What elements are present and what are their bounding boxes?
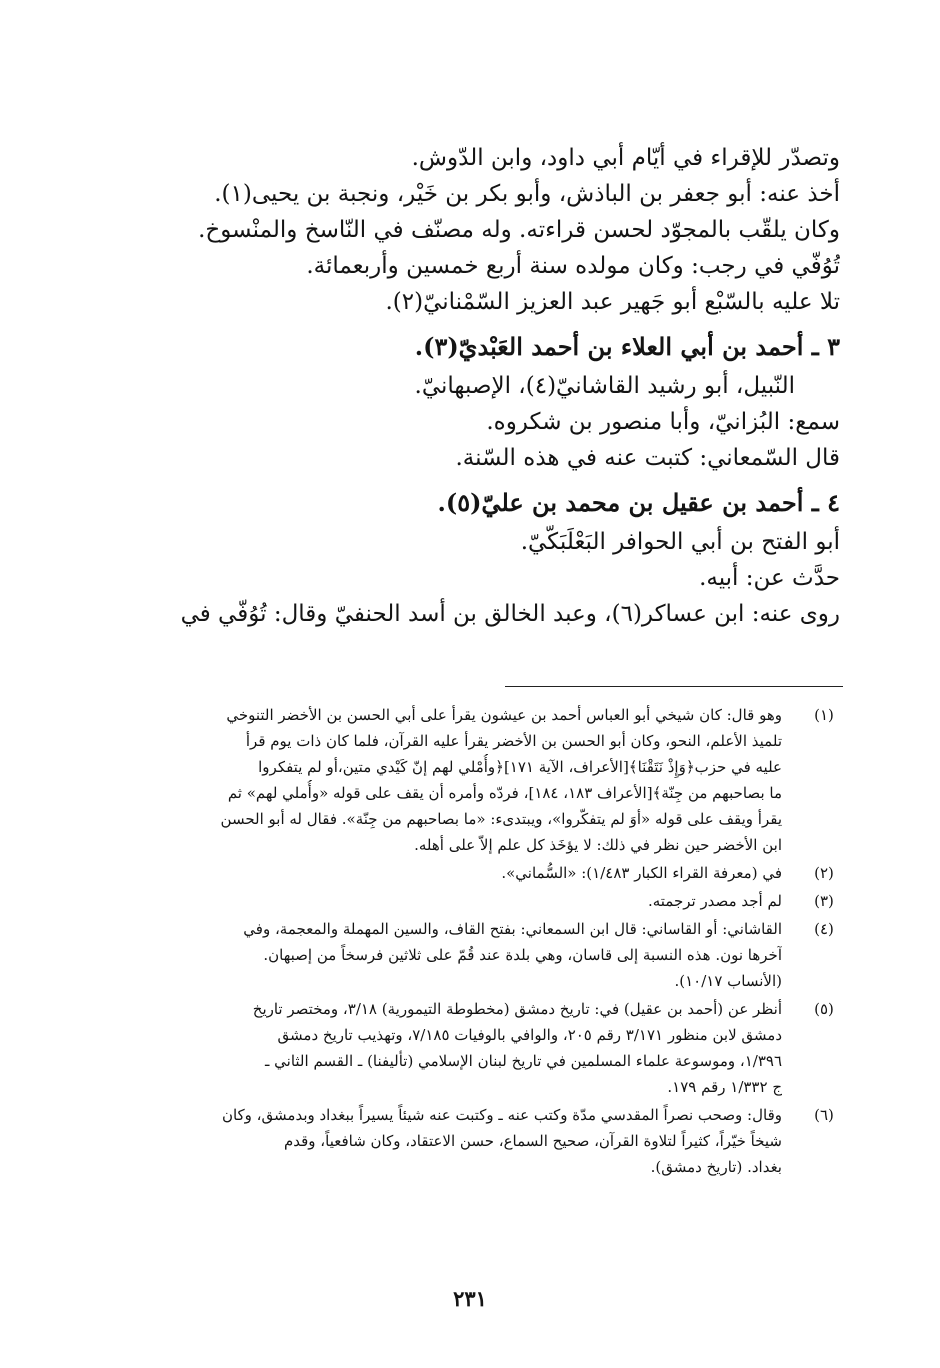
footnotes (132, 702, 844, 1182)
footnote-3 (132, 888, 844, 914)
footnote-line: شيخاً خيّراً، كثيراً لتلاوة القرآن، صحيح السماع، حسن الاعتقاد، وكان شافعياً، وقدم (283, 1132, 782, 1150)
footnote-line: بغداد. (تاريخ دمشق). (650, 1158, 782, 1176)
footnote-number: (٣) (814, 892, 834, 910)
footnote-line: أنظر عن (أحمد بن عقيل) في: تاريخ دمشق (مخطوطة التيمورية) ٣/١٨، ومختصر تاريخ (252, 1000, 782, 1018)
footnote-line: آخرها نون. هذه النسبة إلى قاسان، وهي بلدة عند قُمّ على ثلاثين فرسخاً من إصبهان. (263, 946, 782, 964)
entry-heading-4: ٤ ـ أحمد بن عقيل بن محمد بن عليّ(٥). (437, 488, 840, 517)
footnote-line: (الأنساب ١٠/١٧). (674, 972, 782, 990)
footnote-line: ما بصاحبهم من جِنّة﴾[الأعراف ١٨٣، ١٨٤]، فردّه وأمره أن يقف على قوله «وأُملي لهم» ثم (227, 784, 782, 802)
footnote-5 (132, 996, 844, 1100)
footnote-line: دمشق لابن منظور ٣/١٧١ رقم ٢٠٥، والوافي بالوفيات ٧/١٨٥، وتهذيب تاريخ دمشق (277, 1026, 782, 1044)
main-text (150, 140, 840, 632)
footnote-line: تلميذ الأعلم، النحو، وكان أبو الحسن بن الأخضر يقرأ عليه القرآن، فلما كان ذات يوم قرأ (245, 732, 782, 750)
main-line: أخذ عنه: أبو جعفر بن الباذش، وأبو بكر بن خَيْر، ونجبة بن يحيى(١). (214, 181, 840, 207)
main-line: تُوُفّي في رجب: وكان مولده سنة أربع خمسين وأربعمائة. (306, 253, 840, 279)
footnote-line: ج ١/٣٣٢ رقم ١٧٩. (667, 1078, 782, 1096)
footnote-number: (٢) (814, 864, 834, 882)
footnote-line: وهو قال: كان شيخي أبو العباس أحمد بن عيشون يقرأ على أبي الحسن بن الأخضر التنوخي (226, 706, 782, 724)
entry-line: أبو الفتح بن أبي الحوافر البَعْلَبَكّيّ. (520, 529, 840, 555)
main-line: وتصدّر للإقراء في أيّام أبي داود، وابن الدّوش. (411, 145, 840, 171)
footnote-number: (٥) (814, 1000, 834, 1018)
footnote-line: وقال: وصحب نصراً المقدسي مدّة وكتب عنه ـ وكتبت عنه شيئاً يسيراً ببغداد وبدمشق، وكان (221, 1106, 782, 1124)
footnote-number: (١) (814, 706, 834, 724)
footnote-separator (505, 686, 843, 687)
footnote-2 (132, 860, 844, 886)
entry-line: النّبيل، أبو رشيد القاشانيّ(٤)، الإصبهانيّ. (414, 373, 795, 399)
footnote-number: (٤) (814, 920, 834, 938)
page-number: ٢٣١ (453, 1286, 487, 1311)
footnote-line: القاشاني: أو القاساني: قال ابن السمعاني: بفتح القاف، والسين المهملة والمعجمة، وفي (243, 920, 782, 938)
entry-line: روى عنه: ابن عساكر(٦)، وعبد الخالق بن أسد الحنفيّ وقال: تُوُفّي في (180, 601, 840, 627)
footnote-line: عليه في حزب﴿وَإِذْ نَتَقْنَا﴾[الأعراف، الآية ١٧١]﴿وأُمْلي لهم إنّ كَيْدي متين،أو لم يتفكروا (258, 758, 782, 776)
footnote-number: (٦) (814, 1106, 834, 1124)
footnote-line: في (معرفة القراء الكبار ١/٤٨٣): «السُّماني». (501, 864, 782, 882)
main-line: وكان يلقّب بالمجوّد لحسن قراءته. وله مصنّف في النّاسخ والمنْسوخ. (198, 217, 840, 243)
entry-heading-3: ٣ ـ أحمد بن أبي العلاء بن أحمد العَبْديّ(٣). (414, 332, 840, 361)
footnote-line: ابن الأخضر حين نظر في ذلك: لا يؤخَذ كل علم إلاّ على أهله. (414, 836, 782, 854)
footnote-4 (132, 916, 844, 994)
footnote-1 (132, 702, 844, 858)
footnote-line: يقرأ ويقف على قوله «أوَ لم يتفكّروا»، ويبتدىء: «ما بصاحبهم من جِنّة». فقال له أبو الحسن (220, 810, 782, 828)
footnote-6 (132, 1102, 844, 1180)
footnote-line: لم أجد مصدر ترجمته. (647, 892, 782, 910)
entry-line: سمع: البُزانيّ، وأبا منصور بن شكروه. (486, 409, 840, 435)
entry-line: حدَّث عن: أبيه. (699, 565, 840, 591)
footnote-line: ١/٣٩٦، وموسوعة علماء المسلمين في تاريخ لبنان الإسلامي (تأليفنا) ـ القسم الثاني ـ (265, 1052, 782, 1070)
entry-line: قال السّمعاني: كتبت عنه في هذه السّنة. (455, 445, 840, 471)
main-line: تلا عليه بالسّبْع أبو جَهير عبد العزيز السّمْنانيّ(٢). (385, 289, 840, 315)
